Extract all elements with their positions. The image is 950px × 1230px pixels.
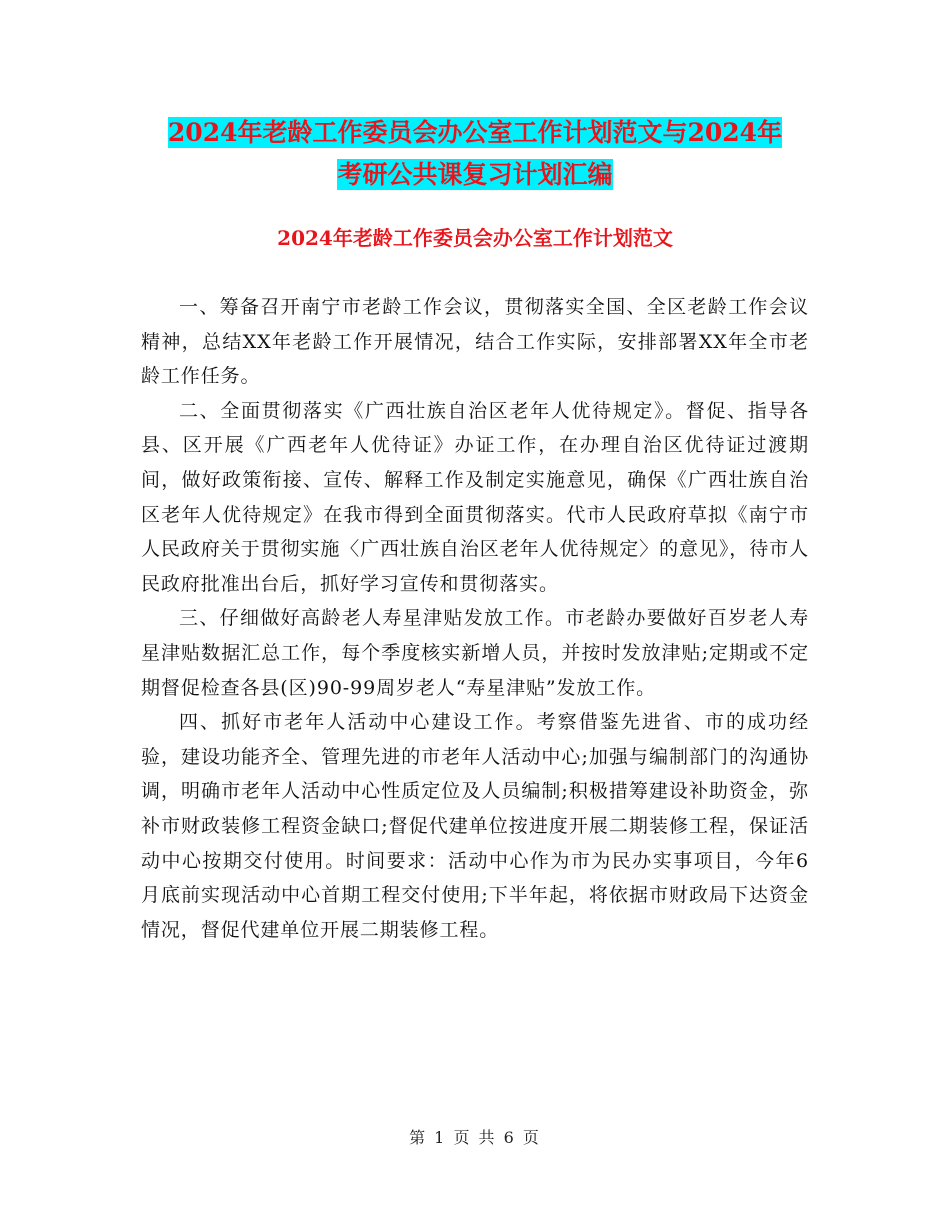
document-title <box>140 112 810 196</box>
document-title-line-2: 考研公共课复习计划汇编 <box>337 160 613 189</box>
paragraph-3: 三、仔细做好高龄老人寿星津贴发放工作。市老龄办要做好百岁老人寿星津贴数据汇总工作，每个季度核实新增人员，并按时发放津贴;定期或不定期督促检查各县(区)90-99周岁老人“寿星津贴”发放工作。 <box>141 607 809 699</box>
document-title-line-1: 2024年老龄工作委员会办公室工作计划范文与2024年 <box>167 118 783 147</box>
section-title: 2024年老龄工作委员会办公室工作计划范文 <box>277 226 673 250</box>
paragraph-1: 一、筹备召开南宁市老龄工作会议，贯彻落实全国、全区老龄工作会议精神，总结XX年老龄工作开展情况，结合工作实际，安排部署XX年全市老龄工作任务。 <box>141 296 809 388</box>
document-body <box>141 290 809 947</box>
paragraph-4: 四、抓好市老年人活动中心建设工作。考察借鉴先进省、市的成功经验，建设功能齐全、管理先进的市老年人活动中心;加强与编制部门的沟通协调，明确市老年人活动中心性质定位及人员编制;积极措筹建设补助资金，弥补市财政装修工程资金缺口;督促代建单位按进度开展二期装修工程，保证活动中心按期交付使用。时间要求：活动中心作为市为民办实事项目，今年6月底前实现活动中心首期工程交付使用;下半年起，将依据市财政局下达资金情况，督促代建单位开展二期装修工程。 <box>141 711 809 941</box>
page-number-footer: 第 1 页 共 6 页 <box>409 1128 541 1147</box>
paragraph-2: 二、全面贯彻落实《广西壮族自治区老年人优待规定》。督促、指导各县、区开展《广西老年人优待证》办证工作，在办理自治区优待证过渡期间，做好政策衔接、宣传、解释工作及制定实施意见，确保《广西壮族自治区老年人优待规定》在我市得到全面贯彻落实。代市人民政府草拟《南宁市人民政府关于贯彻实施〈广西壮族自治区老年人优待规定〉的意见》，待市人民政府批准出台后，抓好学习宣传和贯彻落实。 <box>141 399 809 595</box>
